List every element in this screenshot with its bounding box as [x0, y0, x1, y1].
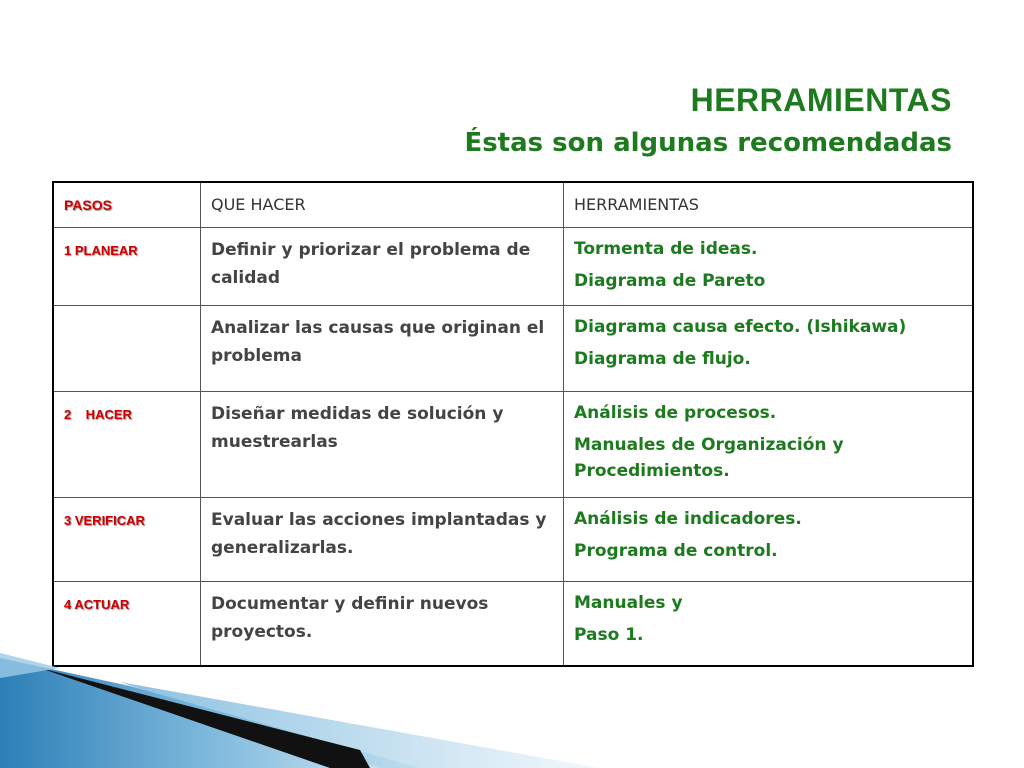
task-cell: [201, 498, 564, 582]
tools-cell: [564, 498, 974, 582]
tool-item: Manuales de Organización y Procedimientos.: [574, 435, 844, 481]
steps-table: [52, 181, 974, 667]
title-block: [464, 80, 952, 162]
task-text: Diseñar medidas de solución y muestrearlas: [211, 404, 504, 452]
task-cell: [201, 392, 564, 498]
step-cell-plan: [53, 228, 201, 306]
task-text: Definir y priorizar el problema de calidad: [211, 240, 531, 288]
tool-item: Manuales y: [574, 593, 683, 613]
step-cell-verify: [53, 498, 201, 582]
tool-item: Tormenta de ideas.: [574, 239, 758, 259]
tool-item: Diagrama de Pareto: [574, 271, 766, 291]
table-row: [53, 306, 973, 392]
table-header-row: [53, 182, 973, 228]
header-steps: PASOS: [53, 182, 201, 228]
slide-subtitle: Éstas son algunas recomendadas: [464, 128, 952, 158]
header-tools: HERRAMIENTAS: [564, 182, 974, 228]
step-label: 4 ACTUAR: [64, 597, 130, 612]
table-row: [53, 228, 973, 306]
step-label: 2 HACER: [64, 407, 132, 422]
task-text: Analizar las causas que originan el problema: [211, 318, 545, 366]
tool-item: Programa de control.: [574, 541, 778, 561]
tools-cell: [564, 228, 974, 306]
step-cell-empty: [53, 306, 201, 392]
tool-item: Diagrama causa efecto. (Ishikawa): [574, 317, 907, 337]
decorative-swoosh: [0, 638, 1024, 768]
tool-item: Diagrama de flujo.: [574, 349, 751, 369]
step-cell-do: [53, 392, 201, 498]
header-what-to-do: QUE HACER: [201, 182, 564, 228]
task-cell: [201, 228, 564, 306]
task-text: Evaluar las acciones implantadas y generalizarlas.: [211, 510, 547, 558]
step-label: 3 VERIFICAR: [64, 513, 145, 528]
task-text: Documentar y definir nuevos proyectos.: [211, 594, 489, 642]
task-cell: [201, 306, 564, 392]
table-row: [53, 498, 973, 582]
tools-cell: [564, 306, 974, 392]
step-label: 1 PLANEAR: [64, 243, 138, 258]
tool-item: Paso 1.: [574, 625, 644, 645]
slide-title: HERRAMIENTAS: [690, 82, 952, 118]
table-row: [53, 392, 973, 498]
tool-item: Análisis de indicadores.: [574, 509, 802, 529]
tools-cell: [564, 392, 974, 498]
tool-item: Análisis de procesos.: [574, 403, 777, 423]
